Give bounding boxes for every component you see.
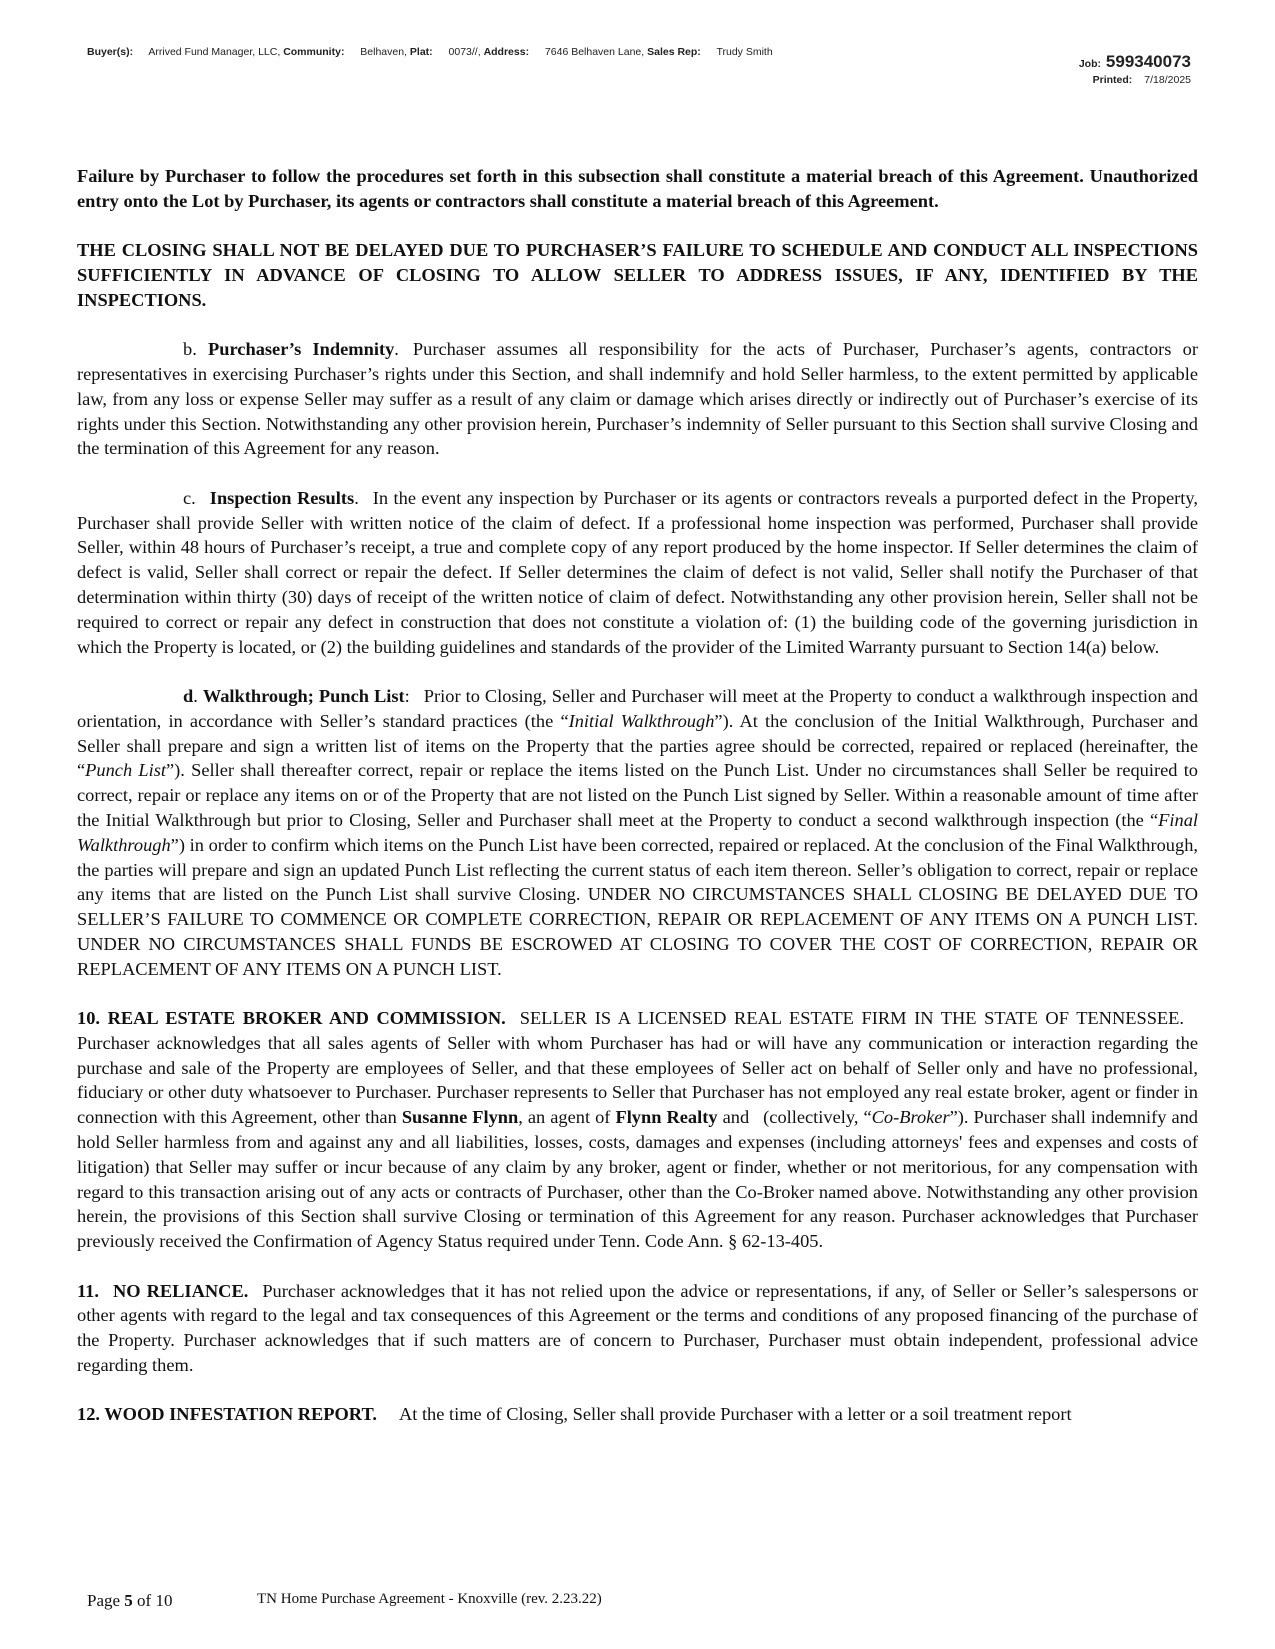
subsection-b-indemnity: b. Purchaser’s Indemnity. Purchaser assumes all responsibility for the acts of Purchaser, Purchaser’s agents, contractors or representatives in exercising Purchaser’s rights under this Section, and shall indemnify and hold Seller harmless, to the extent permitted by applicable law, from any loss or expense Seller may suffer as a result of any claim or damage which arises directly or indirectly out of Purchaser’s exercise of its rights under this Section. Notwithstanding any other provision herein, Purchaser’s indemnity of Seller pursuant to this Section shall survive Closing and the termination of this Agreement for any reason.: [77, 339, 1198, 459]
paragraph-closing-not-delayed: THE CLOSING SHALL NOT BE DELAYED DUE TO PURCHASER’S FAILURE TO SCHEDULE AND CONDUCT ALL INSPECTIONS SUFFICIENTLY IN ADVANCE OF CLOSING TO ALLOW SELLER TO ADDRESS ISSUES, IF ANY, IDENTIFIED BY THE INSPECTIONS.: [77, 240, 1198, 310]
buyers-label: Buyer(s):: [87, 46, 134, 58]
section-10-heading: 10. REAL ESTATE BROKER AND COMMISSION.: [77, 1008, 506, 1029]
paragraph-procedures-breach: Failure by Purchaser to follow the procedures set forth in this subsection shall constitute a material breach of this Agreement. Unauthorized entry onto the Lot by Purchaser, its agents or contractors shall constitute a material breach of this Agreement.: [77, 166, 1198, 211]
term-initial-walkthrough: Initial Walkthrough: [568, 710, 715, 731]
subsection-d-text-4: ”) in order to confirm which items on the Punch List have been corrected, repaired or replaced. At the conclusion of the Final Walkthrough, the parties will prepare and sign an updated Punch List reflecting the current status of each item thereon. Seller’s obligation to correct, repair or replace any items that are listed on the Punch List shall survive Closing. UNDER NO CIRCUMSTANCES SHALL CLOSING BE DELAYED DUE TO SELLER’S FAILURE TO COMMENCE OR COMPLETE CORRECTION, REPAIR OR REPLACEMENT OF ANY ITEMS ON A PUNCH LIST. UNDER NO CIRCUMSTANCES SHALL FUNDS BE ESCROWED AT CLOSING TO COVER THE COST OF CORRECTION, REPAIR OR REPLACEMENT OF ANY ITEMS ON A PUNCH LIST.: [77, 834, 1198, 979]
term-co-broker: Co-Broker: [871, 1107, 950, 1128]
section-10-broker-commission: [77, 1006, 1198, 1254]
plat-label: Plat:: [409, 46, 433, 58]
term-final-walkthrough: Final Walkthrough: [77, 809, 1198, 855]
section-11-text: Purchaser acknowledges that it has not relied upon the advice or representations, if any, of Seller or Seller’s salespersons or other agents with regard to the legal and tax consequences of this Agreement or the terms and conditions of any proposed financing of the purchase of the Property. Purchaser acknowledges that if such matters are of concern to Purchaser, Purchaser must obtain independent, professional advice regarding them.: [77, 1280, 1198, 1376]
subsection-b-heading: Purchaser’s Indemnity: [208, 339, 395, 360]
subsection-c-heading: Inspection Results: [209, 487, 355, 508]
subsection-d-text-2: ”). At the conclusion of the Initial Walkthrough, Purchaser and Seller shall prepare and sign a written list of items on the Property that the parties agree should be corrected, repaired or replaced (hereinafter, the “: [77, 710, 1198, 781]
section-12-text: At the time of Closing, Seller shall provide Purchaser with a letter or a soil treatment report: [398, 1404, 1072, 1425]
section-10-text-6: ”). Purchaser shall indemnify and hold Seller harmless from and against any and all liabilities, losses, costs, damages and expenses (including attorneys' fees and expenses and costs of litigation) that Seller may suffer or incur because of any claim by any broker, agent or finder, whether or not meritorious, for any compensation with regard to this transaction arising out of any acts or contracts of Purchaser, other than the Co-Broker named above. Notwithstanding any other provision herein, the provisions of this Section shall survive Closing or termination of this Agreement for any reason. Purchaser acknowledges that Purchaser previously received the Confirmation of Agency Status required under Tenn. Code Ann. § 62-13-405.: [77, 1107, 1198, 1252]
section-10-firm-name: Flynn Realty: [615, 1107, 718, 1128]
document-body: [77, 164, 1198, 1452]
section-11-heading: NO RELIANCE.: [112, 1280, 249, 1301]
subsection-d-letter: d: [183, 685, 194, 706]
address-value: 7646 Belhaven Lane,: [544, 46, 645, 58]
section-10-text-3: , an agent of: [518, 1107, 611, 1128]
form-name: TN Home Purchase Agreement - Knoxville (rev. 2.23.22): [257, 1591, 602, 1607]
subsection-c-text: In the event any inspection by Purchaser or its agents or contractors reveals a purported defect in the Property, Purchaser shall provide Seller with written notice of the claim of defect. If a professional home inspection was performed, Purchaser shall provide Seller, within 48 hours of Purchaser’s receipt, a true and complete copy of any report produced by the home inspector. If Seller determines the claim of defect is valid, Seller shall correct or repair the defect. If Seller determines the claim of defect is not valid, Seller shall notify the Purchaser of that determination within thirty (30) days of receipt of the written notice of claim of defect. Notwithstanding any other provision herein, Seller shall not be required to correct or repair any defect in construction that does not constitute a violation of: (1) the building code of the governing jurisdiction in which the Property is located, or (2) the building guidelines and standards of the provider of the Limited Warranty pursuant to Section 14(a) below.: [77, 487, 1198, 657]
section-10-text-4: and: [722, 1107, 750, 1128]
section-12-heading: 12. WOOD INFESTATION REPORT.: [77, 1404, 377, 1425]
job-label: Job:: [1078, 58, 1101, 70]
sales-rep-label: Sales Rep:: [647, 46, 701, 58]
subsection-c-inspection-results: c. Inspection Results. In the event any inspection by Purchaser or its agents or contractors reveals a purported defect in the Property, Purchaser shall provide Seller with written notice of the claim of defect. If a professional home inspection was performed, Purchaser shall provide Seller, within 48 hours of Purchaser’s receipt, a true and complete copy of any report produced by the home inspector. If Seller determines the claim of defect is valid, Seller shall correct or repair the defect. If Seller determines the claim of defect is not valid, Seller shall notify the Purchaser of that determination within thirty (30) days of receipt of the written notice of claim of defect. Notwithstanding any other provision herein, Seller shall not be required to correct or repair any defect in construction that does not constitute a violation of: (1) the building code of the governing jurisdiction in which the Property is located, or (2) the building guidelines and standards of the provider of the Limited Warranty pursuant to Section 14(a) below.: [77, 487, 1198, 657]
address-label: Address:: [483, 46, 530, 58]
section-10-text-5: (collectively, “: [763, 1107, 872, 1128]
section-10-text-1: SELLER IS A LICENSED REAL ESTATE FIRM IN THE STATE OF TENNESSEE.: [519, 1008, 1184, 1029]
plat-value: 0073//,: [448, 46, 481, 58]
job-line: [1079, 52, 1191, 72]
of-word: of: [137, 1591, 152, 1610]
printed-label: Printed:: [1092, 74, 1133, 86]
sales-rep-value: Trudy Smith: [716, 46, 773, 58]
section-11-no-reliance: [77, 1279, 1198, 1378]
community-value: Belhaven,: [360, 46, 407, 58]
section-12-wood-infestation: [77, 1402, 1198, 1427]
page-footer: [87, 1591, 602, 1611]
page-number: 5: [124, 1591, 133, 1610]
subsection-b-letter: b: [183, 339, 193, 360]
page-word: Page: [87, 1591, 121, 1610]
buyers-value: Arrived Fund Manager, LLC,: [148, 46, 281, 58]
community-label: Community:: [283, 46, 345, 58]
header-info: [87, 46, 773, 58]
printed-date: 7/18/2025: [1144, 74, 1191, 86]
subsection-d-heading: Walkthrough; Punch List: [202, 685, 405, 706]
subsection-d-walkthrough: d. Walkthrough; Punch List: Prior to Closing, Seller and Purchaser will meet at the Property to conduct a walkthrough inspection and orientation, in accordance with Seller’s standard practices (the “Initial Walkthrough”). At the conclusion of the Initial Walkthrough, Purchaser and Seller shall prepare and sign a written list of items on the Property that the parties agree should be corrected, repaired or replaced (hereinafter, the “Punch List”). Seller shall thereafter correct, repair or replace the items listed on the Punch List. Under no circumstances shall Seller be required to correct, repair or replace any items on or of the Property that are not listed on the Punch List signed by Seller. Within a reasonable amount of time after the Initial Walkthrough but prior to Closing, Seller and Purchaser shall meet at the Property to conduct a second walkthrough inspection (the “Final Walkthrough”) in order to confirm which items on the Punch List have been corrected, repaired or replaced. At the conclusion of the Final Walkthrough, the parties will prepare and sign an updated Punch List reflecting the current status of each item thereon. Seller’s obligation to correct, repair or replace any items that are listed on the Punch List shall survive Closing. UNDER NO CIRCUMSTANCES SHALL CLOSING BE DELAYED DUE TO SELLER’S FAILURE TO COMMENCE OR COMPLETE CORRECTION, REPAIR OR REPLACEMENT OF ANY ITEMS ON A PUNCH LIST. UNDER NO CIRCUMSTANCES SHALL FUNDS BE ESCROWED AT CLOSING TO COVER THE COST OF CORRECTION, REPAIR OR REPLACEMENT OF ANY ITEMS ON A PUNCH LIST.: [77, 685, 1198, 979]
term-punch-list: Punch List: [85, 760, 166, 781]
section-10-agent-name: Susanne Flynn: [401, 1107, 519, 1128]
subsection-d-text-1: Prior to Closing, Seller and Purchaser will meet at the Property to conduct a walkthrough inspection and orientation, in accordance with Seller’s standard practices (the “: [77, 685, 1198, 731]
header-job-block: [1079, 52, 1191, 86]
subsection-d-text-3: ”). Seller shall thereafter correct, repair or replace the items listed on the Punch List. Under no circumstances shall Seller be required to correct, repair or replace any items on or of the Property that are not listed on the Punch List signed by Seller. Within a reasonable amount of time after the Initial Walkthrough but prior to Closing, Seller and Purchaser shall meet at the Property to conduct a second walkthrough inspection (the “: [77, 760, 1198, 830]
subsection-b-text: Purchaser assumes all responsibility for the acts of Purchaser, Purchaser’s agents, contractors or representatives in exercising Purchaser’s rights under this Section, and shall indemnify and hold Seller harmless, to the extent permitted by applicable law, from any loss or expense Seller may suffer as a result of any claim or damage which arises directly or indirectly out of Purchaser’s exercise of its rights under this Section. Notwithstanding any other provision herein, Purchaser’s indemnity of Seller pursuant to this Section shall survive Closing and the termination of this Agreement for any reason.: [77, 339, 1198, 459]
page-total: 10: [155, 1591, 173, 1610]
printed-line: [1079, 74, 1191, 86]
section-10-text-2: Purchaser acknowledges that all sales agents of Seller with whom Purchaser has had or will have any communication or interaction regarding the purchase and sale of the Property are employees of Seller, and that these employees of Seller act on behalf of Seller only and have no professional, fiduciary or other duty whatsoever to Purchaser. Purchaser represents to Seller that Purchaser has not employed any real estate broker, agent or finder in connection with this Agreement, other than: [77, 1032, 1198, 1128]
job-number: 599340073: [1105, 52, 1191, 71]
subsection-c-letter: c: [183, 487, 192, 508]
section-11-number: 11.: [77, 1280, 99, 1301]
